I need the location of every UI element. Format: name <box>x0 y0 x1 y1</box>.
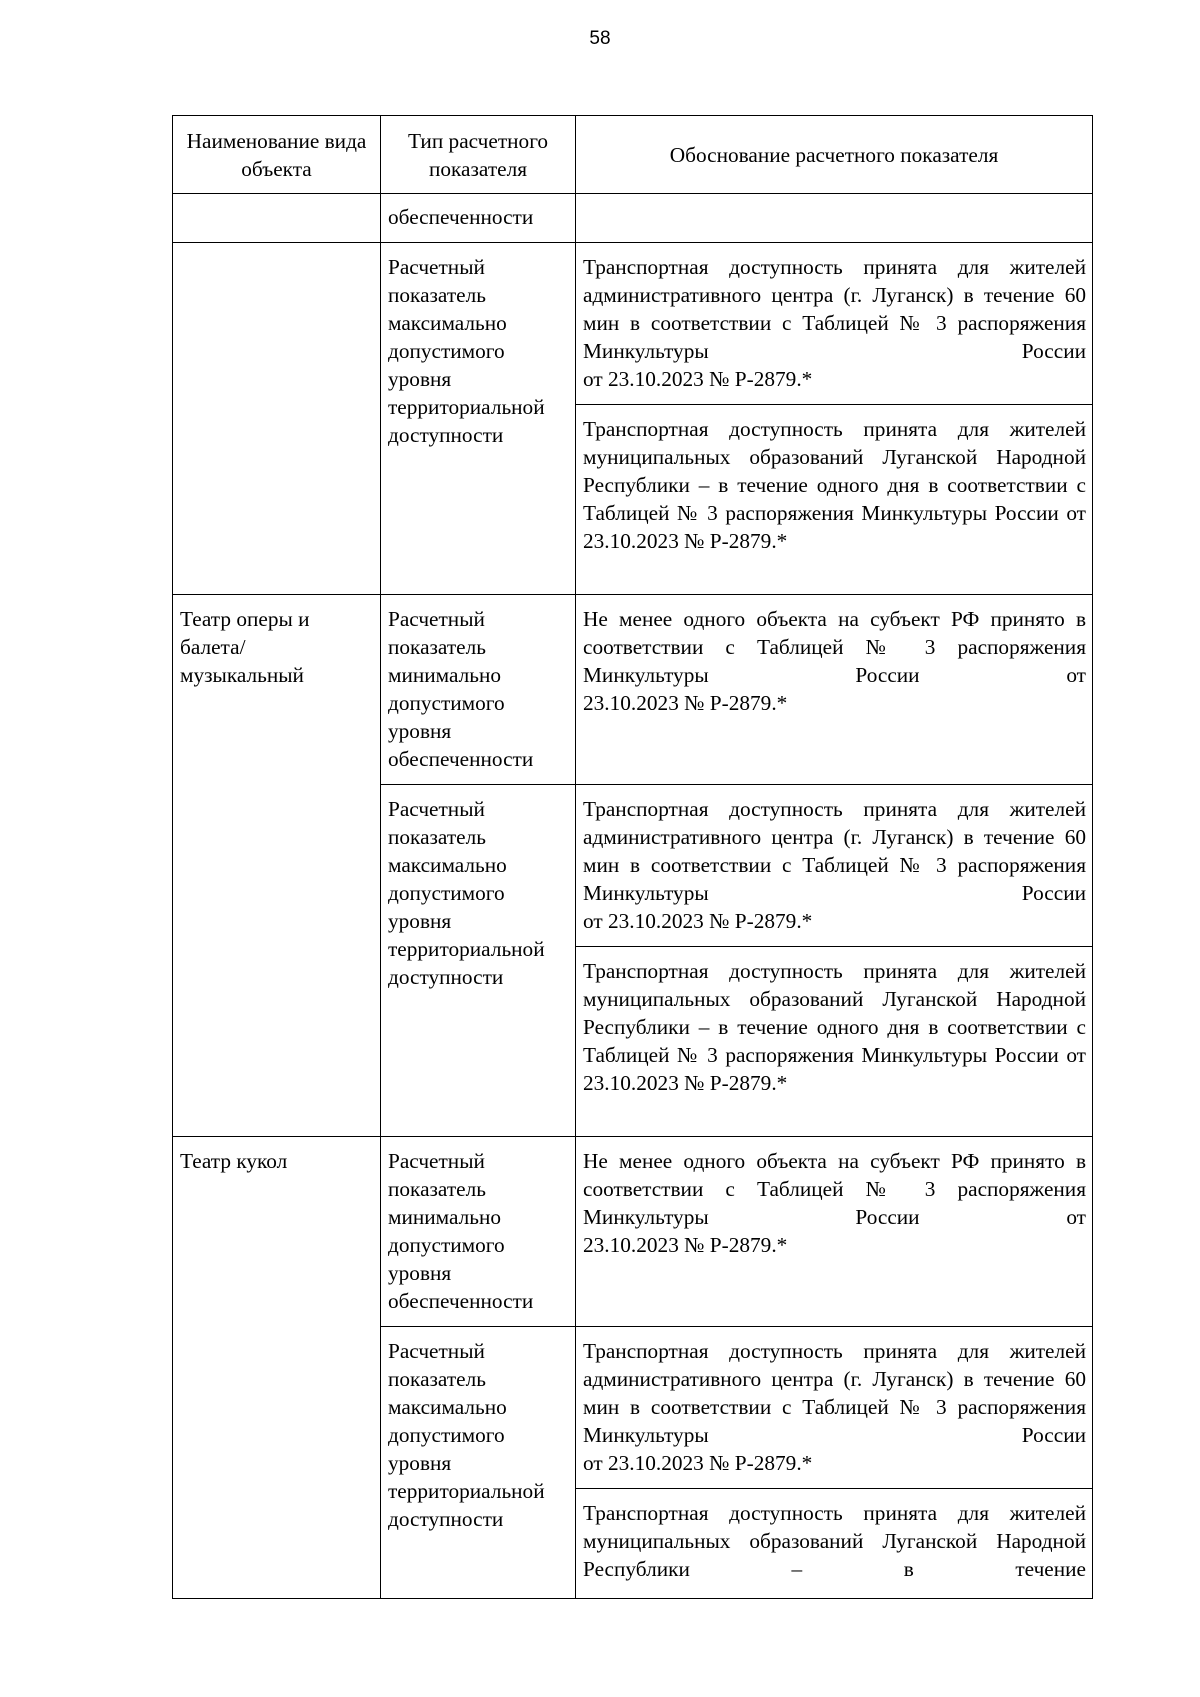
table-row <box>173 1137 1093 1327</box>
basis-text-end: 23.10.2023 № Р-2879.* <box>583 691 788 715</box>
basis-text-end: от 23.10.2023 № Р-2879.* <box>583 909 813 933</box>
object-cell <box>173 243 381 595</box>
header-indicator-type: Тип расчетного показателя <box>381 116 576 194</box>
basis-cell <box>576 243 1093 405</box>
basis-cell <box>576 1137 1093 1327</box>
basis-text: Транспортная доступность принята для жителей муниципальных образований Луганской Народной Республики – в течение одного дня в соответствии с Таблицей № 3 распоряжения Минкультуры России от <box>583 959 1086 1067</box>
table-header-row <box>173 116 1093 194</box>
basis-text: Транспортная доступность принята для жителей муниципальных образований Луганской Народной Республики – в течение <box>583 1501 1086 1581</box>
indicator-type-cell: Расчетный показатель минимально допустимого уровня обеспеченности <box>381 595 576 785</box>
object-cell: Театр кукол <box>173 1137 381 1599</box>
header-indicator-basis: Обоснование расчетного показателя <box>576 116 1093 194</box>
basis-cell <box>576 595 1093 785</box>
indicator-type-cell: Расчетный показатель максимально допустимого уровня территориальной доступности <box>381 243 576 595</box>
basis-text-end: 23.10.2023 № Р-2879.* <box>583 529 788 553</box>
header-object-name: Наименование вида объекта <box>173 116 381 194</box>
page-number: 58 <box>589 28 611 49</box>
object-cell <box>173 194 381 243</box>
basis-text-end: от 23.10.2023 № Р-2879.* <box>583 367 813 391</box>
basis-cell <box>576 1327 1093 1489</box>
basis-cell <box>576 405 1093 595</box>
basis-text-end: 23.10.2023 № Р-2879.* <box>583 1071 788 1095</box>
basis-text: Не менее одного объекта на субъект РФ принято в соответствии с Таблицей № 3 распоряжения Минкультуры России от <box>583 1149 1086 1229</box>
basis-text-end: от 23.10.2023 № Р-2879.* <box>583 1451 813 1475</box>
basis-cell <box>576 194 1093 243</box>
basis-cell <box>576 785 1093 947</box>
indicator-type-cell: обеспеченности <box>381 194 576 243</box>
table-row <box>173 595 1093 785</box>
object-cell: Театр оперы и балета/ музыкальный <box>173 595 381 1137</box>
table-row <box>173 243 1093 405</box>
indicator-type-cell: Расчетный показатель минимально допустимого уровня обеспеченности <box>381 1137 576 1327</box>
basis-text: Транспортная доступность принята для жителей муниципальных образований Луганской Народной Республики – в течение одного дня в соответствии с Таблицей № 3 распоряжения Минкультуры России от <box>583 417 1086 525</box>
basis-text-end: 23.10.2023 № Р-2879.* <box>583 1233 788 1257</box>
basis-text: Транспортная доступность принята для жителей административного центра (г. Луганск) в течение 60 мин в соответствии с Таблицей № 3 распоряжения Минкультуры России <box>583 797 1086 905</box>
basis-text: Не менее одного объекта на субъект РФ принято в соответствии с Таблицей № 3 распоряжения Минкультуры России от <box>583 607 1086 687</box>
basis-text: Транспортная доступность принята для жителей административного центра (г. Луганск) в течение 60 мин в соответствии с Таблицей № 3 распоряжения Минкультуры России <box>583 1339 1086 1447</box>
indicator-type-cell: Расчетный показатель максимально допустимого уровня территориальной доступности <box>381 785 576 1137</box>
indicators-table <box>172 115 1093 1599</box>
table-row <box>173 194 1093 243</box>
basis-text: Транспортная доступность принята для жителей административного центра (г. Луганск) в течение 60 мин в соответствии с Таблицей № 3 распоряжения Минкультуры России <box>583 255 1086 363</box>
indicator-type-cell: Расчетный показатель максимально допустимого уровня территориальной доступности <box>381 1327 576 1599</box>
basis-cell <box>576 947 1093 1137</box>
basis-cell <box>576 1489 1093 1599</box>
